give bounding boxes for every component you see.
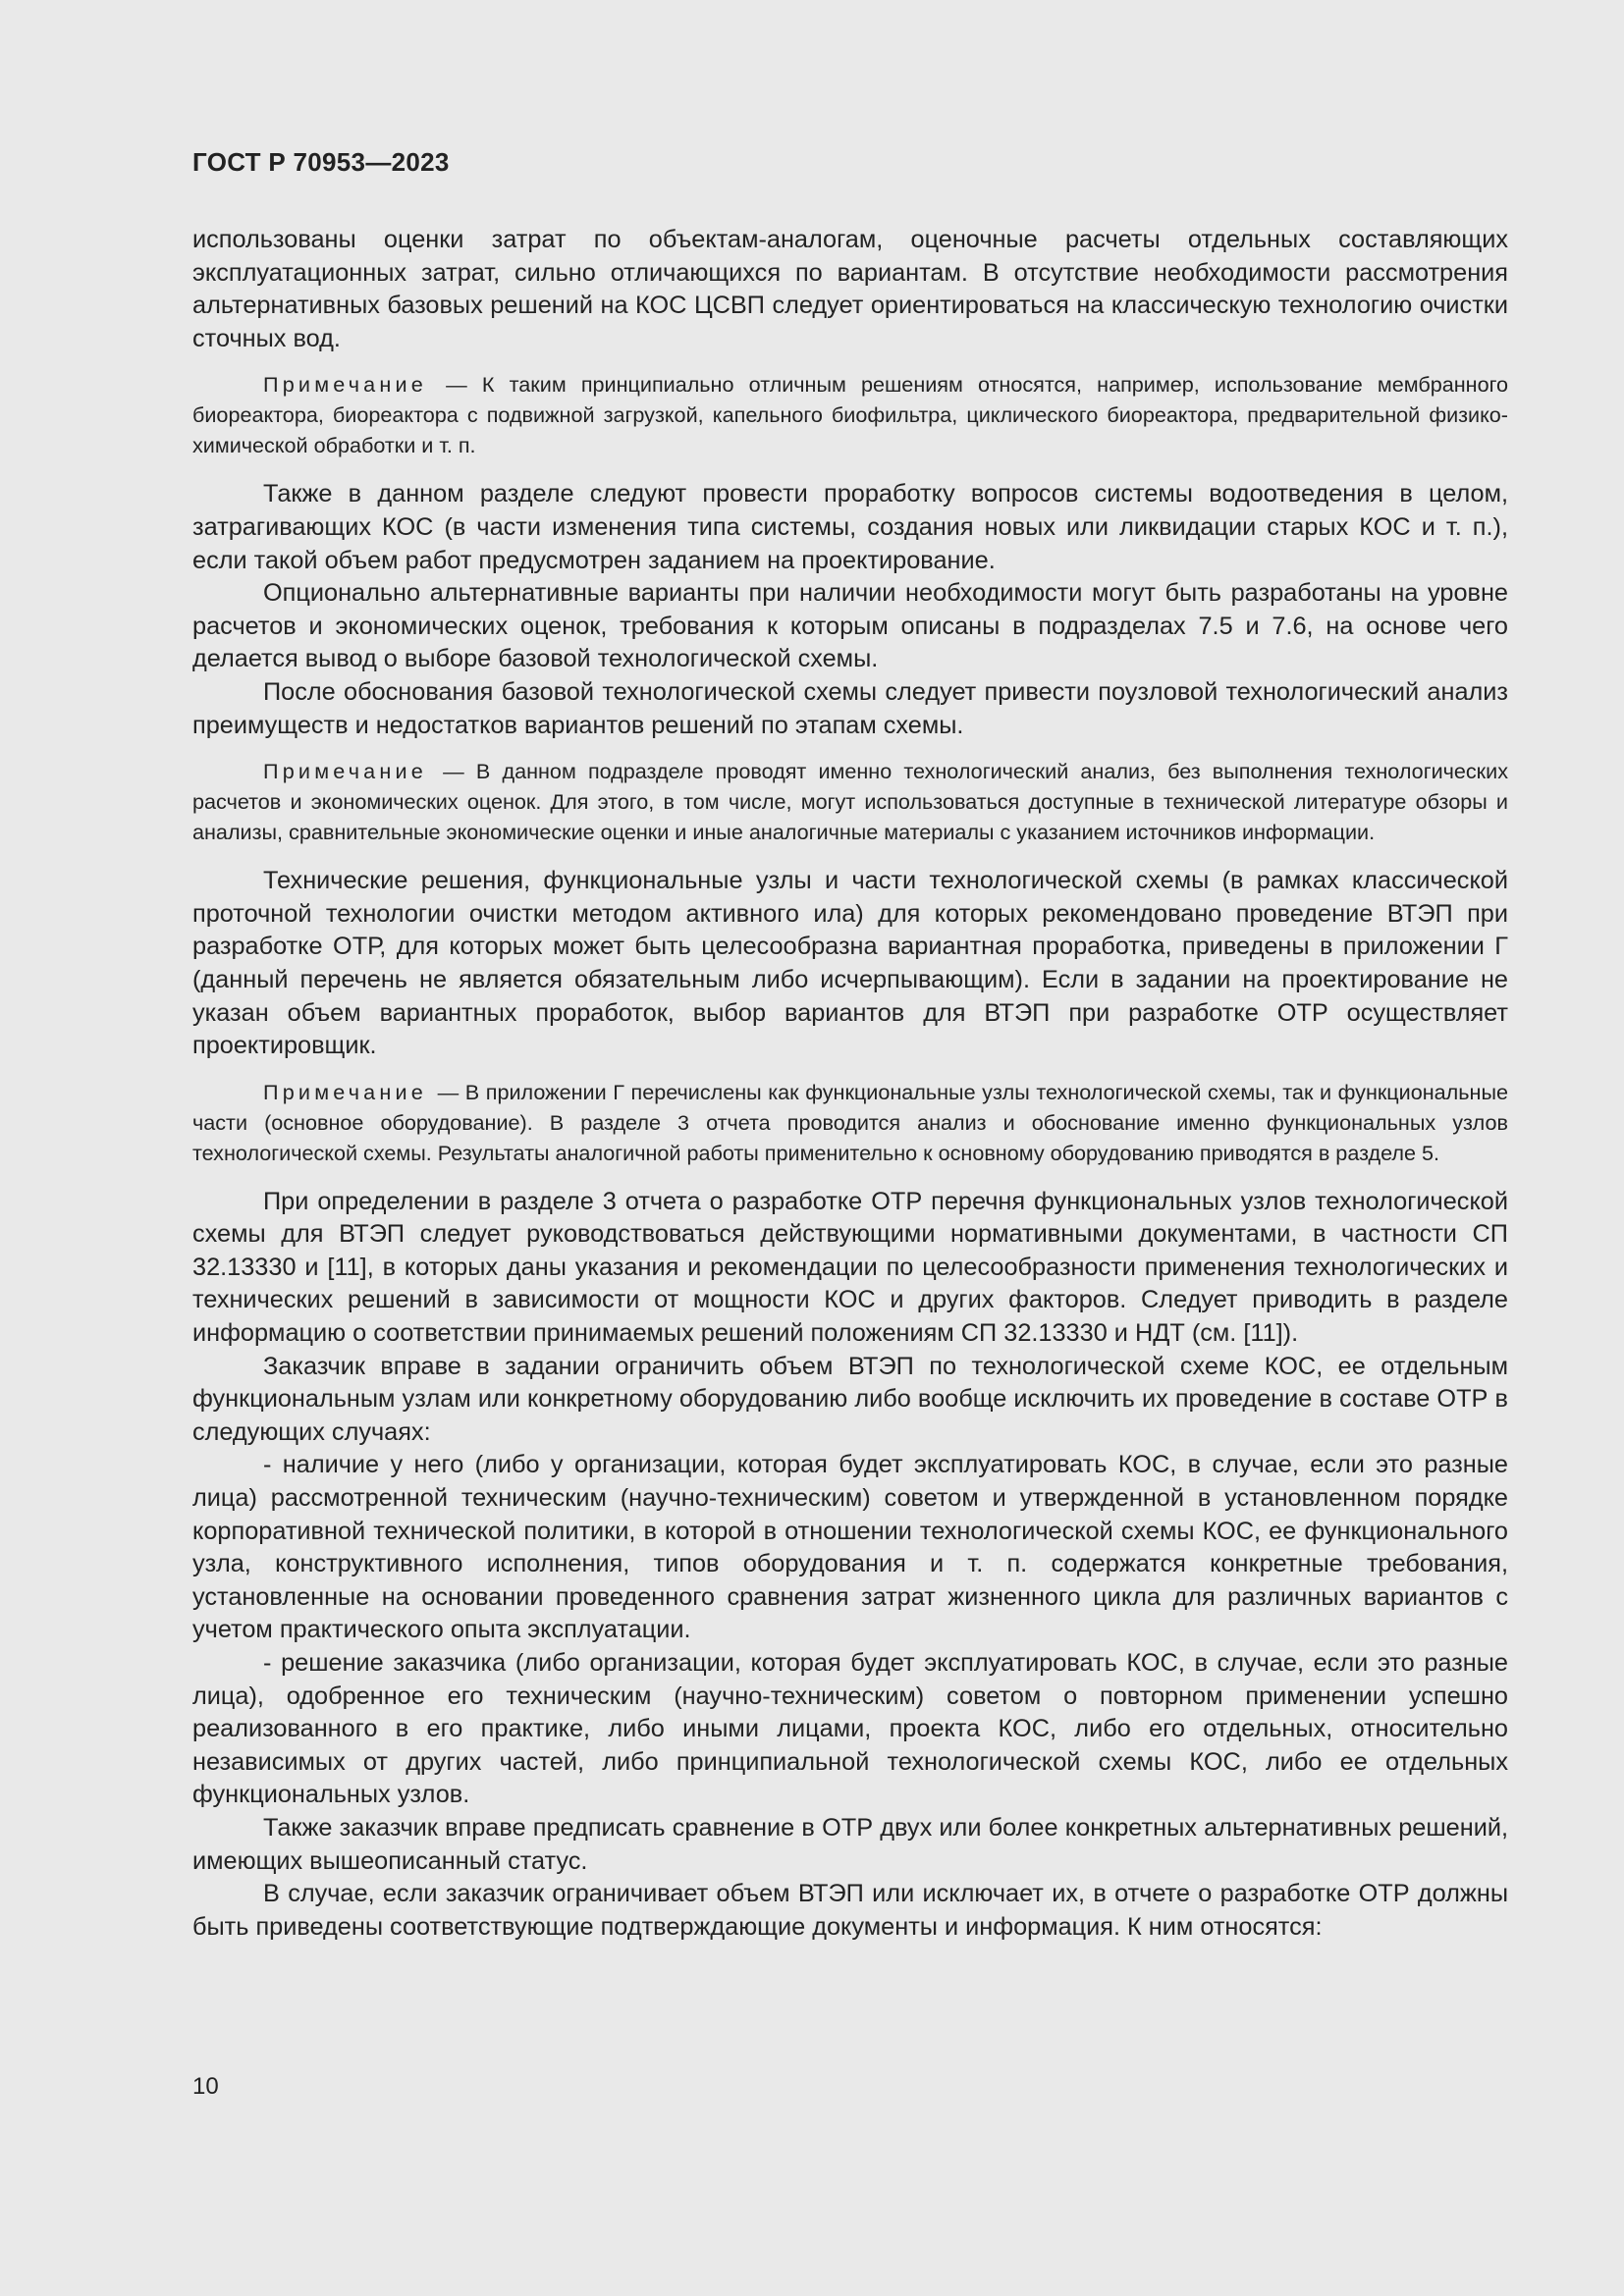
paragraph: использованы оценки затрат по объектам-аналогам, оценочные расчеты отдельных составляющих эксплуатационных затрат, сильно отличающихся по вариантам. В отсутствие необходимости рассмотрения альтернативных базовых решений на КОС ЦСВП следует ориентироваться на классическую технологию очистки сточных вод. [192,226,1508,352]
note-label: Примечание [263,372,427,398]
document-body [192,224,1508,1944]
document-header: ГОСТ Р 70953—2023 [192,147,450,177]
paragraph: В случае, если заказчик ограничивает объем ВТЭП или исключает их, в отчете о разработке ОТР должны быть приведены соответствующие подтверждающие документы и информация. К ним относятся: [192,1880,1508,1941]
note [192,756,1508,847]
paragraph: Заказчик вправе в задании ограничить объем ВТЭП по технологической схеме КОС, ее отдельным функциональным узлам или конкретному оборудованию либо вообще исключить их проведение в составе ОТР в следующих случаях: [192,1352,1508,1446]
note [192,1077,1508,1168]
paragraph: Также заказчик вправе предписать сравнение в ОТР двух или более конкретных альтернативных решений, имеющих вышеописанный статус. [192,1813,1508,1875]
note-text: — В данном подразделе проводят именно технологический анализ, без выполнения технологических расчетов и экономических оценок. Для этого, в том числе, могут использоваться доступные в технической литературе обзоры и анализы, сравнительные экономические оценки и иные аналогичные материалы с указанием источников информации. [192,759,1508,845]
note-text: — В приложении Г перечислены как функциональные узлы технологической схемы, так и функциональные части (основное оборудование). В разделе 3 отчета проводится анализ и обоснование именно функциональных узлов технологической схемы. Результаты аналогичной работы применительно к основному оборудованию приводятся в разделе 5. [192,1079,1508,1165]
note [192,369,1508,460]
page-number: 10 [192,2073,219,2100]
note-text: — К таким принципиально отличным решениям относятся, например, использование мембранного биореактора, биореактора с подвижной загрузкой, капельного биофильтра, циклического биореактора, предварительной физико-химической обработки и т. п. [192,372,1508,458]
list-item: - решение заказчика (либо организации, которая будет эксплуатировать КОС, в случае, если это разные лица), одобренное его техническим (научно-техническим) советом о повторном применении успешно реализованного в его практике, либо иными лицами, проекта КОС, либо его отдельных, относительно независимых от других частей, либо принципиальной технологической схемы КОС, либо ее отдельных функциональных узлов. [192,1649,1508,1809]
note-label: Примечание [263,1079,427,1104]
paragraph: Также в данном разделе следуют провести проработку вопросов системы водоотведения в целом, затрагивающих КОС (в части изменения типа системы, создания новых или ликвидации старых КОС и т. п.), если такой объем работ предусмотрен заданием на проектирование. [192,480,1508,574]
paragraph: При определении в разделе 3 отчета о разработке ОТР перечня функциональных узлов технологической схемы для ВТЭП следует руководствоваться действующими нормативными документами, в частности СП 32.13330 и [11], в которых даны указания и рекомендации по целесообразности применения технологических и технических решений в зависимости от мощности КОС и других факторов. Следует приводить в разделе информацию о соответствии принимаемых решений положениям СП 32.13330 и НДТ (см. [11]). [192,1187,1508,1348]
paragraph: Опционально альтернативные варианты при наличии необходимости могут быть разработаны на уровне расчетов и экономических оценок, требования к которым описаны в подразделах 7.5 и 7.6, на основе чего делается вывод о выборе базовой технологической схемы. [192,579,1508,673]
note-label: Примечание [263,759,427,784]
document-page [192,0,1508,2296]
paragraph: После обоснования базовой технологической схемы следует привести поузловой технологический анализ преимуществ и недостатков вариантов решений по этапам схемы. [192,677,1508,739]
list-item: - наличие у него (либо у организации, которая будет эксплуатировать КОС, в случае, если это разные лица) рассмотренной техническим (научно-техническим) советом и утвержденной в установленном порядке корпоративной технической политики, в которой в отношении технологической схемы КОС, ее функционального узла, конструктивного исполнения, типов оборудования и т. п. содержатся конкретные требования, установленные на основании проведенного сравнения затрат жизненного цикла для различных вариантов с учетом практического опыта эксплуатации. [192,1451,1508,1644]
paragraph: Технические решения, функциональные узлы и части технологической схемы (в рамках классической проточной технологии очистки методом активного ила) для которых рекомендовано проведение ВТЭП при разработке ОТР, для которых может быть целесообразна вариантная проработка, приведены в приложении Г (данный перечень не является обязательным либо исчерпывающим). Если в задании на проектирование не указан объем вариантных проработок, выбор вариантов для ВТЭП при разработке ОТР осуществляет проектировщик. [192,867,1508,1060]
